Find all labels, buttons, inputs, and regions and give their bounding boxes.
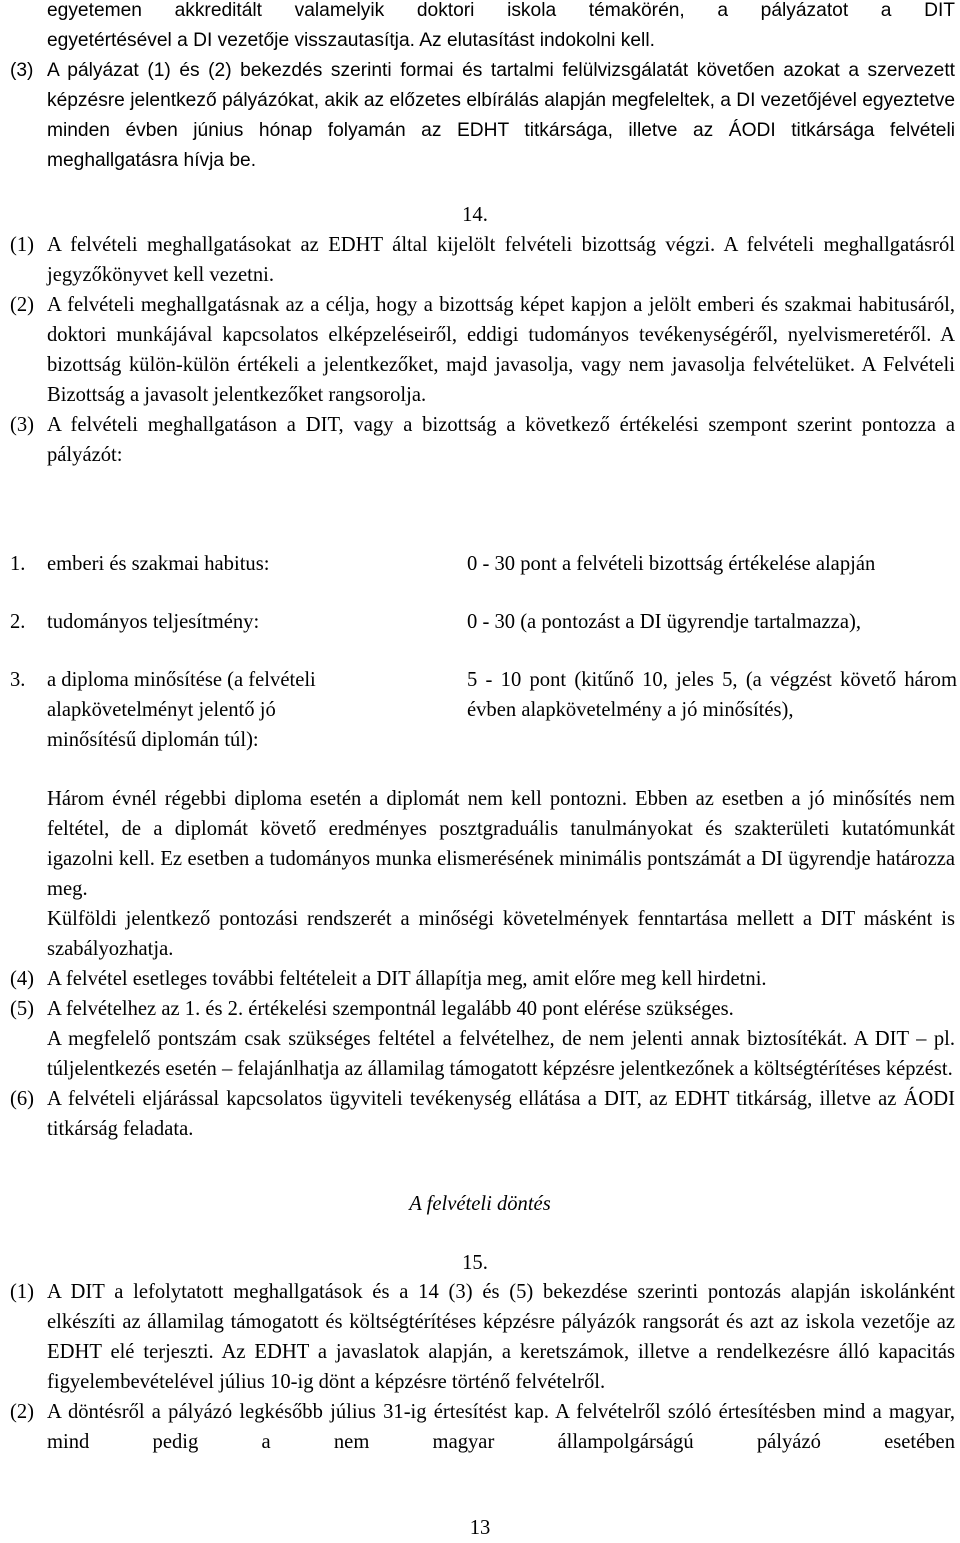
section-number: 15.: [462, 1252, 488, 1274]
s14-paragraph-1: [10, 230, 955, 290]
paragraph-number: (4): [10, 968, 35, 990]
note-old-diploma: Három évnél régebbi diploma esetén a diplomát nem kell pontozni. Ebben az esetben a jó minősítés nem feltétel, de a diplomát követő eredményes posztgraduális tanulmányokat és szakterületi kutatómunkát igazolni kell. Ez esetben a tudományos munka elismerésének minimális pontszámát a DI ügyrendje határozza meg.: [47, 788, 955, 900]
s14-paragraph-5: [10, 994, 955, 1024]
top-line-1: egyetemen akkreditált valamelyik doktori iskola témakörén, a pályázatot a DIT: [47, 0, 955, 21]
note-foreign-applicant: Külföldi jelentkező pontozási rendszerét a minőségi követelmények fenntartása mellett a DIT másként is szabályozhatja.: [47, 908, 955, 960]
s14-paragraph-6: [10, 1084, 955, 1144]
top-continuation: [10, 0, 955, 176]
paragraph-text: A felvételi meghallgatásokat az EDHT által kijelölt felvételi bizottság végzi. A felvételi meghallgatásról jegyzőkönyvet kell vezetni.: [47, 234, 955, 286]
paragraph-number: (5): [10, 998, 35, 1020]
criteria-label: tudományos teljesítmény:: [47, 611, 260, 633]
criteria-index: 1.: [10, 553, 26, 575]
s14-paragraph-4: [10, 964, 955, 994]
page-number: 13: [469, 1517, 491, 1539]
criteria-index: 3.: [10, 669, 26, 691]
paragraph-text: A felvételhez az 1. és 2. értékelési szempontnál legalább 40 pont elérése szükséges.: [47, 998, 734, 1020]
criteria-label: a diploma minősítése (a felvételi alapkövetelményt jelentő jó minősítésű diplomán túl):: [47, 669, 316, 751]
s15-paragraph-1: [10, 1277, 955, 1397]
paragraph-number: (1): [10, 234, 35, 256]
section-14-body: [10, 230, 955, 470]
criteria-index: 2.: [10, 611, 26, 633]
criteria-label: emberi és szakmai habitus:: [47, 553, 270, 575]
post-criteria-body: [10, 784, 955, 1144]
s14-paragraph-2: [10, 290, 955, 410]
s14-paragraph-3: [10, 410, 955, 470]
paragraph-text: A felvétel esetleges további feltételeit a DIT állapítja meg, amit előre meg kell hirdetni.: [47, 968, 767, 990]
section-14-heading: [0, 200, 960, 230]
paragraph-number: (1): [10, 1281, 35, 1303]
paragraph-text: A felvételi meghallgatáson a DIT, vagy a bizottság a következő értékelési szempont szerint pontozza a pályázót:: [47, 414, 955, 466]
paragraph-text: A felvételi meghallgatásnak az a célja, hogy a bizottság képet kapjon a jelölt emberi és szakmai habitusáról, doktori munkájával kapcsolatos elképzeléseiről, eddigi tudományos tevékenységéről, nyelvismeretéről. A bizottság külön-külön értékeli a jelentkezőket, majd javasolja, vagy nem javasolja felvételüket. A Felvételi Bizottság a javasolt jelentkezőket rangsorolja.: [47, 294, 955, 406]
criteria-value: 0 - 30 (a pontozást a DI ügyrendje tartalmazza),: [467, 611, 861, 633]
section-title: A felvételi döntés: [409, 1193, 551, 1215]
paragraph-text: A döntésről a pályázó legkésőbb július 31-ig értesítést kap. A felvételről szóló értesítésben mind a magyar, mind pedig a nem magyar állampolgárságú pályázó esetében: [47, 1401, 955, 1453]
paragraph-number: (3): [10, 414, 35, 436]
paragraph-text: A pályázat (1) és (2) bekezdés szerinti formai és tartalmi felülvizsgálatát követően azokat a szervezett képzésre jelentkező pályázókat, akik az előzetes elbírálás alapján megfeleltek, a DI vezetőjével egyeztetve minden évben június hónap folyamán az EDHT titkársága, illetve az ÁODI titkársága felvételi meghallgatásra hívja be.: [47, 60, 955, 171]
s15-paragraph-2: [10, 1397, 955, 1457]
section-number: 14.: [462, 204, 488, 226]
section-15-body: [10, 1277, 955, 1457]
top-paragraph-3: [10, 56, 955, 176]
paragraph-number: (6): [10, 1088, 35, 1110]
top-line-2: egyetértésével a DI vezetője visszautasítja. Az elutasítást indokolni kell.: [47, 30, 655, 51]
paragraph-text: A DIT a lefolytatott meghallgatások és a 14 (3) és (5) bekezdése szerinti pontozás alapján iskolánként elkészíti az államilag támogatott és költségtérítéses képzésre pályázók rangsorát és azt az iskola vezetője az EDHT elé terjeszti. Az EDHT a javaslatok alapján, a keretszámok, illetve a rendelkezésre álló kapacitás figyelembevételével július 10-ig dönt a képzésre történő felvételről.: [47, 1281, 955, 1393]
paragraph-text: A felvételi eljárással kapcsolatos ügyviteli tevékenység ellátása a DIT, az EDHT titkárság, illetve az ÁODI titkárság feladata.: [47, 1088, 955, 1140]
paragraph-number: (2): [10, 294, 35, 316]
criteria-value: 5 - 10 pont (kitűnő 10, jeles 5, (a végzést követő három évben alapkövetelmény a jó minősítés),: [467, 669, 957, 721]
paragraph-number: (2): [10, 1401, 35, 1423]
paragraph-number: (3): [10, 60, 34, 81]
s14-paragraph-5-continuation: A megfelelő pontszám csak szükséges feltétel a felvételhez, de nem jelenti annak biztosítékát. A DIT – pl. túljelentkezés esetén – felajánlhatja az államilag támogatott képzésre jelentkezőnek a költségtérítéses képzést.: [47, 1028, 955, 1080]
criteria-value: 0 - 30 pont a felvételi bizottság értékelése alapján: [467, 553, 876, 575]
section-15-heading: [0, 1248, 960, 1278]
